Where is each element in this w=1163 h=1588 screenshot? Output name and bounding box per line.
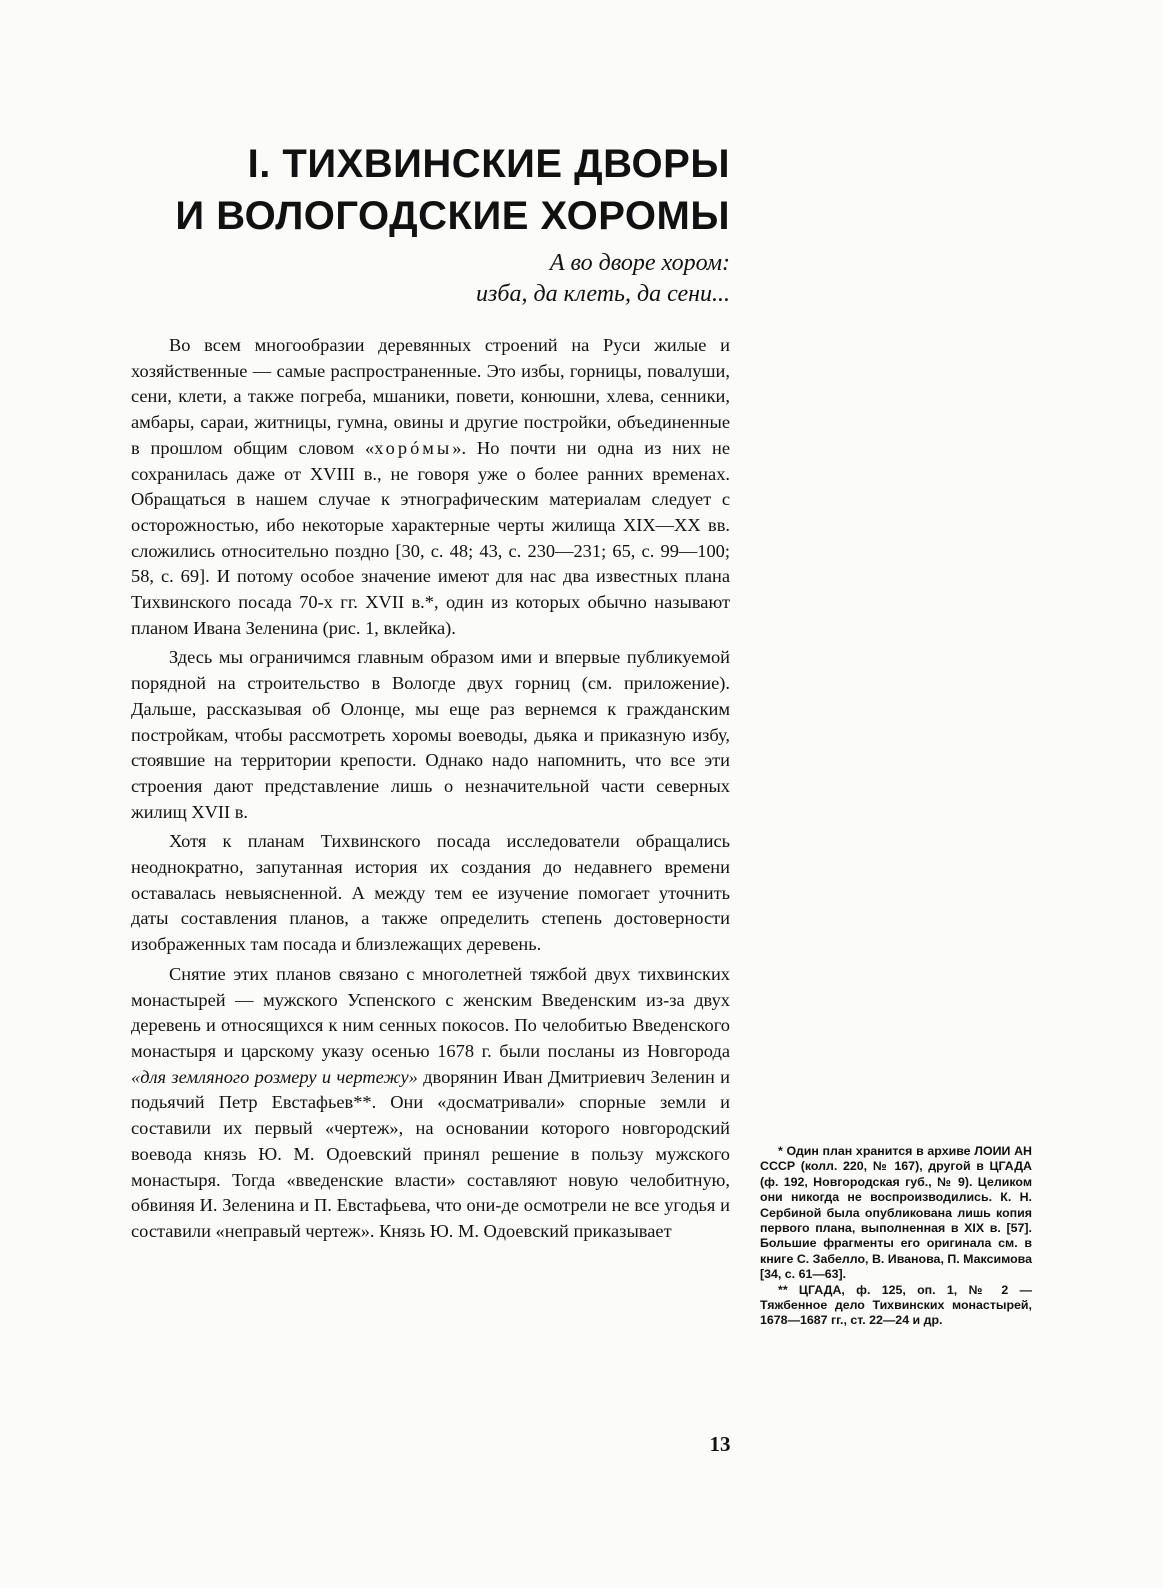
paragraph-4-part-b: дворянин Иван Дмитриевич Зеленин и подьячий Петр Евстафьев**. Они «досматривали» спорные земли и составили их первый «чертеж», на основании которого новгородский воевода князь Ю. М. Одоевский принял решение в пользу мужского монастыря. Тогда «введенские власти» составляют новую челобитную, обвиняя И. Зеленина и П. Евстафьева, что они-де осмотрели не все угодья и составили «неправый чертеж». Князь Ю. М. Одоевский приказывает	[131, 1066, 730, 1241]
epigraph	[360, 248, 730, 310]
paragraph-4-part-a: Снятие этих планов связано с многолетней тяжбой двух тихвинских монастырей — мужского Успенского с женским Введенским из-за двух деревень и относящихся к ним сенных покосов. По челобитью Введенского монастыря и царскому указу осенью 1678 г. были посланы из Новгорода	[131, 963, 730, 1061]
chapter-title-line-1: I. ТИХВИНСКИЕ ДВОРЫ	[247, 142, 730, 186]
epigraph-line-1: А во дворе хором:	[549, 250, 730, 276]
paragraph-1	[131, 333, 730, 641]
chapter-title-line-2: И ВОЛОГОДСКИЕ ХОРОМЫ	[175, 194, 730, 238]
paragraph-4	[131, 962, 730, 1245]
epigraph-line-2: изба, да клеть, да сени...	[476, 281, 730, 307]
body-text	[131, 333, 730, 1249]
paragraph-1-part-a: Во всем многообразии деревянных строений на Руси жилые и хозяйственные — самые распространенные. Это избы, горницы, повалуши, сени, клети, а также погреба, мшаники, повети, конюшни, хлева, сенники, амбары, сараи, житницы, гумна, овины и другие постройки, объединенные в прошлом общим словом «	[131, 335, 730, 458]
paragraph-3: Хотя к планам Тихвинского посада исследователи обращались неоднократно, запутанная история их создания до недавнего времени оставалась невыясненной. А между тем ее изучение помогает уточнить даты составления планов, а также определить степень достоверности изображенных там посада и близлежащих деревень.	[131, 831, 730, 955]
paragraph-2: Здесь мы ограничимся главным образом ими и впервые публикуемой порядной на строительство в Вологде двух горниц (см. приложение). Дальше, рассказывая об Олонце, мы еще раз вернемся к гражданским постройкам, чтобы рассмотреть хоромы воеводы, дьяка и приказную избу, стоявшие на территории крепости. Однако надо напомнить, что все эти строения дают представление лишь о незначительной части северных жилищ XVII в.	[131, 647, 730, 822]
chapter-title	[160, 138, 730, 242]
footnote-1: * Один план хранится в архиве ЛОИИ АН СССР (колл. 220, № 167), другой в ЦГАДА (ф. 192, Новгородская губ., № 9). Целиком они никогда не воспроизводились. К. Н. Сербиной была опубликована лишь копия первого плана, выполненная в XIX в. [57]. Большие фрагменты его оригинала см. в книге С. Забелло, В. Иванова, П. Максимова [34, с. 61—63].	[760, 1144, 1032, 1282]
page-number: 13	[709, 1432, 731, 1456]
paragraph-1-part-b: ». Но почти ни одна из них не сохранилась даже от XVIII в., не говоря уже о более ранних временах. Обращаться в нашем случае к этнографическим материалам следует с осторожностью, ибо некоторые характерные черты жилища XIX—XX вв. сложились относительно поздно [30, с. 48; 43, с. 230—231; 65, с. 99—100; 58, с. 69]. И потому особое значение имеют для нас два известных плана Тихвинского посада 70-х гг. XVII в.*, один из которых обычно называют планом Ивана Зеленина (рис. 1, вклейка).	[131, 437, 731, 638]
paragraph-4-quote: «для земляного розмеру и чертежу»	[131, 1066, 418, 1087]
paragraph-1-spaced-term: хорóмы	[374, 437, 453, 458]
footnote-2: ** ЦГАДА, ф. 125, оп. 1, № 2 — Тяжбенное дело Тихвинских монастырей, 1678—1687 гг., ст. 22—24 и др.	[760, 1282, 1032, 1328]
footnotes	[760, 1144, 1032, 1329]
